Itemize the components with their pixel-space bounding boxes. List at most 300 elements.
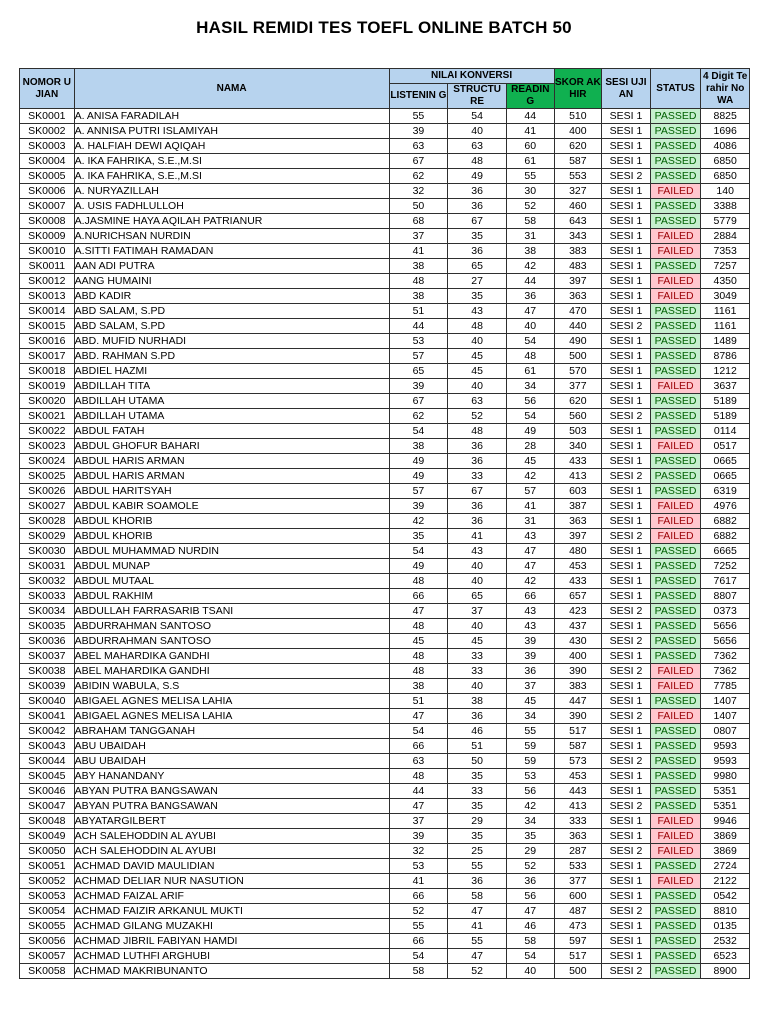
cell-wa: 4350 — [701, 274, 750, 289]
cell-status: PASSED — [650, 604, 701, 619]
cell-wa: 3869 — [701, 844, 750, 859]
cell-wa: 8900 — [701, 964, 750, 979]
cell-wa: 7257 — [701, 259, 750, 274]
cell-listening: 47 — [389, 709, 448, 724]
cell-status: FAILED — [650, 709, 701, 724]
cell-structure: 36 — [448, 439, 507, 454]
cell-nama: A.SITTI FATIMAH RAMADAN — [74, 244, 389, 259]
cell-status: PASSED — [650, 694, 701, 709]
cell-wa: 140 — [701, 184, 750, 199]
cell-nama: ABDILLAH UTAMA — [74, 394, 389, 409]
cell-skor: 503 — [554, 424, 602, 439]
cell-sesi: SESI 1 — [602, 124, 651, 139]
cell-reading: 42 — [506, 469, 554, 484]
cell-structure: 48 — [448, 424, 507, 439]
cell-nama: AAN ADI PUTRA — [74, 259, 389, 274]
cell-wa: 1161 — [701, 304, 750, 319]
cell-wa: 6882 — [701, 514, 750, 529]
cell-wa: 1161 — [701, 319, 750, 334]
cell-nama: A.JASMINE HAYA AQILAH PATRIANUR — [74, 214, 389, 229]
cell-structure: 35 — [448, 289, 507, 304]
cell-wa: 3637 — [701, 379, 750, 394]
table-row — [20, 514, 750, 529]
cell-structure: 27 — [448, 274, 507, 289]
cell-status: FAILED — [650, 184, 701, 199]
header-reading: READIN G — [506, 84, 554, 109]
cell-nama: ABDUL HARIS ARMAN — [74, 454, 389, 469]
cell-listening: 39 — [389, 379, 448, 394]
cell-skor: 377 — [554, 379, 602, 394]
cell-structure: 40 — [448, 124, 507, 139]
cell-wa: 5656 — [701, 619, 750, 634]
cell-reading: 41 — [506, 124, 554, 139]
cell-reading: 56 — [506, 394, 554, 409]
table-row — [20, 709, 750, 724]
cell-reading: 52 — [506, 199, 554, 214]
cell-status: PASSED — [650, 259, 701, 274]
cell-reading: 45 — [506, 454, 554, 469]
cell-wa: 6850 — [701, 154, 750, 169]
table-body — [20, 109, 750, 979]
cell-reading: 44 — [506, 274, 554, 289]
table-row — [20, 589, 750, 604]
cell-wa: 0665 — [701, 469, 750, 484]
cell-wa: 0517 — [701, 439, 750, 454]
table-row — [20, 319, 750, 334]
table-row — [20, 604, 750, 619]
table-row — [20, 364, 750, 379]
cell-skor: 400 — [554, 124, 602, 139]
cell-reading: 49 — [506, 424, 554, 439]
cell-nama: ABEL MAHARDIKA GANDHI — [74, 649, 389, 664]
cell-nama: ABDUL RAKHIM — [74, 589, 389, 604]
cell-listening: 48 — [389, 649, 448, 664]
cell-sesi: SESI 1 — [602, 229, 651, 244]
table-row — [20, 679, 750, 694]
cell-nama: ACHMAD GILANG MUZAKHI — [74, 919, 389, 934]
cell-status: PASSED — [650, 124, 701, 139]
cell-sesi: SESI 2 — [602, 604, 651, 619]
table-row — [20, 889, 750, 904]
cell-wa: 9593 — [701, 739, 750, 754]
cell-nama: A. USIS FADHLULLOH — [74, 199, 389, 214]
cell-wa: 5351 — [701, 784, 750, 799]
cell-status: PASSED — [650, 469, 701, 484]
cell-nama: ABIDIN WABULA, S.S — [74, 679, 389, 694]
cell-skor: 517 — [554, 949, 602, 964]
cell-sesi: SESI 1 — [602, 769, 651, 784]
cell-reading: 55 — [506, 724, 554, 739]
cell-status: PASSED — [650, 574, 701, 589]
cell-skor: 363 — [554, 514, 602, 529]
table-row — [20, 334, 750, 349]
cell-nomor: SK0036 — [20, 634, 75, 649]
cell-skor: 327 — [554, 184, 602, 199]
cell-reading: 57 — [506, 484, 554, 499]
cell-nama: ABDURRAHMAN SANTOSO — [74, 634, 389, 649]
cell-sesi: SESI 1 — [602, 874, 651, 889]
cell-skor: 470 — [554, 304, 602, 319]
table-row — [20, 349, 750, 364]
cell-structure: 63 — [448, 139, 507, 154]
cell-reading: 34 — [506, 709, 554, 724]
table-row — [20, 244, 750, 259]
cell-nama: ABEL MAHARDIKA GANDHI — [74, 664, 389, 679]
cell-skor: 500 — [554, 349, 602, 364]
cell-structure: 58 — [448, 889, 507, 904]
header-digit-wa: 4 Digit Terahir No WA — [701, 69, 750, 109]
cell-nomor: SK0029 — [20, 529, 75, 544]
cell-skor: 440 — [554, 319, 602, 334]
cell-sesi: SESI 1 — [602, 919, 651, 934]
cell-sesi: SESI 2 — [602, 709, 651, 724]
table-row — [20, 424, 750, 439]
cell-wa: 0114 — [701, 424, 750, 439]
cell-status: PASSED — [650, 319, 701, 334]
cell-nomor: SK0003 — [20, 139, 75, 154]
cell-nama: ABY HANANDANY — [74, 769, 389, 784]
cell-skor: 657 — [554, 589, 602, 604]
cell-listening: 48 — [389, 574, 448, 589]
cell-skor: 500 — [554, 964, 602, 979]
cell-skor: 560 — [554, 409, 602, 424]
cell-skor: 460 — [554, 199, 602, 214]
cell-structure: 67 — [448, 484, 507, 499]
cell-skor: 573 — [554, 754, 602, 769]
table-row — [20, 304, 750, 319]
cell-reading: 28 — [506, 439, 554, 454]
cell-listening: 55 — [389, 919, 448, 934]
cell-skor: 443 — [554, 784, 602, 799]
cell-nama: A. IKA FAHRIKA, S.E.,M.SI — [74, 154, 389, 169]
cell-status: PASSED — [650, 169, 701, 184]
cell-status: PASSED — [650, 754, 701, 769]
cell-reading: 42 — [506, 574, 554, 589]
cell-nomor: SK0026 — [20, 484, 75, 499]
cell-reading: 36 — [506, 874, 554, 889]
cell-structure: 33 — [448, 649, 507, 664]
cell-listening: 45 — [389, 634, 448, 649]
table-row — [20, 394, 750, 409]
cell-skor: 387 — [554, 499, 602, 514]
cell-listening: 49 — [389, 559, 448, 574]
cell-nama: ABYATARGILBERT — [74, 814, 389, 829]
cell-status: FAILED — [650, 274, 701, 289]
table-row — [20, 649, 750, 664]
cell-structure: 48 — [448, 154, 507, 169]
cell-structure: 25 — [448, 844, 507, 859]
cell-reading: 56 — [506, 784, 554, 799]
cell-reading: 38 — [506, 244, 554, 259]
cell-reading: 59 — [506, 754, 554, 769]
cell-sesi: SESI 1 — [602, 274, 651, 289]
cell-wa: 4086 — [701, 139, 750, 154]
cell-nomor: SK0005 — [20, 169, 75, 184]
table-row — [20, 229, 750, 244]
cell-sesi: SESI 1 — [602, 364, 651, 379]
cell-nama: ABD SALAM, S.PD — [74, 319, 389, 334]
cell-skor: 600 — [554, 889, 602, 904]
cell-status: FAILED — [650, 499, 701, 514]
cell-wa: 7362 — [701, 664, 750, 679]
cell-status: PASSED — [650, 739, 701, 754]
cell-skor: 433 — [554, 574, 602, 589]
table-row — [20, 124, 750, 139]
cell-listening: 53 — [389, 334, 448, 349]
table-row — [20, 814, 750, 829]
cell-sesi: SESI 1 — [602, 439, 651, 454]
cell-structure: 52 — [448, 964, 507, 979]
cell-status: PASSED — [650, 334, 701, 349]
cell-nama: ABD KADIR — [74, 289, 389, 304]
cell-structure: 41 — [448, 919, 507, 934]
cell-nama: ABDURRAHMAN SANTOSO — [74, 619, 389, 634]
cell-wa: 7362 — [701, 649, 750, 664]
cell-nomor: SK0054 — [20, 904, 75, 919]
cell-listening: 37 — [389, 814, 448, 829]
cell-wa: 6665 — [701, 544, 750, 559]
cell-sesi: SESI 1 — [602, 649, 651, 664]
cell-nama: ACH SALEHODDIN AL AYUBI — [74, 829, 389, 844]
cell-reading: 42 — [506, 799, 554, 814]
cell-structure: 65 — [448, 259, 507, 274]
cell-reading: 45 — [506, 694, 554, 709]
cell-nomor: SK0045 — [20, 769, 75, 784]
cell-skor: 480 — [554, 544, 602, 559]
cell-status: PASSED — [650, 154, 701, 169]
cell-wa: 3049 — [701, 289, 750, 304]
cell-nama: ABDUL HARIS ARMAN — [74, 469, 389, 484]
cell-listening: 54 — [389, 724, 448, 739]
cell-wa: 5189 — [701, 394, 750, 409]
cell-sesi: SESI 1 — [602, 619, 651, 634]
cell-sesi: SESI 1 — [602, 259, 651, 274]
cell-skor: 447 — [554, 694, 602, 709]
cell-nama: A. ANNISA PUTRI ISLAMIYAH — [74, 124, 389, 139]
cell-status: PASSED — [650, 949, 701, 964]
cell-sesi: SESI 1 — [602, 379, 651, 394]
table-row — [20, 529, 750, 544]
cell-wa: 2884 — [701, 229, 750, 244]
table-row — [20, 619, 750, 634]
cell-sesi: SESI 1 — [602, 499, 651, 514]
cell-nama: ACH SALEHODDIN AL AYUBI — [74, 844, 389, 859]
cell-skor: 383 — [554, 679, 602, 694]
cell-nomor: SK0055 — [20, 919, 75, 934]
table-row — [20, 574, 750, 589]
table-row — [20, 154, 750, 169]
cell-reading: 54 — [506, 949, 554, 964]
cell-skor: 620 — [554, 394, 602, 409]
cell-nomor: SK0046 — [20, 784, 75, 799]
table-row — [20, 664, 750, 679]
cell-reading: 36 — [506, 664, 554, 679]
cell-sesi: SESI 1 — [602, 514, 651, 529]
table-row — [20, 799, 750, 814]
header-skor-akhir: SKOR AKHIR — [554, 69, 602, 109]
cell-skor: 397 — [554, 274, 602, 289]
table-row — [20, 439, 750, 454]
cell-status: PASSED — [650, 544, 701, 559]
cell-wa: 9946 — [701, 814, 750, 829]
cell-skor: 453 — [554, 769, 602, 784]
cell-reading: 52 — [506, 859, 554, 874]
cell-structure: 36 — [448, 199, 507, 214]
cell-reading: 34 — [506, 379, 554, 394]
cell-reading: 43 — [506, 619, 554, 634]
cell-listening: 53 — [389, 859, 448, 874]
cell-sesi: SESI 2 — [602, 529, 651, 544]
cell-skor: 603 — [554, 484, 602, 499]
cell-nama: ABDUL KHORIB — [74, 514, 389, 529]
cell-reading: 29 — [506, 844, 554, 859]
cell-reading: 43 — [506, 529, 554, 544]
cell-nama: ABIGAEL AGNES MELISA LAHIA — [74, 709, 389, 724]
cell-nomor: SK0031 — [20, 559, 75, 574]
cell-nomor: SK0034 — [20, 604, 75, 619]
cell-status: FAILED — [650, 439, 701, 454]
cell-skor: 620 — [554, 139, 602, 154]
cell-reading: 55 — [506, 169, 554, 184]
header-structure: STRUCTU RE — [448, 84, 507, 109]
table-row — [20, 259, 750, 274]
cell-nomor: SK0056 — [20, 934, 75, 949]
cell-structure: 33 — [448, 664, 507, 679]
cell-skor: 570 — [554, 364, 602, 379]
cell-nama: ACHMAD LUTHFI ARGHUBI — [74, 949, 389, 964]
table-row — [20, 379, 750, 394]
cell-reading: 31 — [506, 514, 554, 529]
cell-listening: 65 — [389, 364, 448, 379]
cell-structure: 43 — [448, 544, 507, 559]
cell-structure: 33 — [448, 469, 507, 484]
cell-sesi: SESI 1 — [602, 814, 651, 829]
table-row — [20, 964, 750, 979]
cell-structure: 40 — [448, 559, 507, 574]
cell-skor: 397 — [554, 529, 602, 544]
cell-listening: 32 — [389, 184, 448, 199]
cell-nomor: SK0044 — [20, 754, 75, 769]
cell-nomor: SK0058 — [20, 964, 75, 979]
cell-wa: 8810 — [701, 904, 750, 919]
cell-sesi: SESI 1 — [602, 424, 651, 439]
cell-sesi: SESI 1 — [602, 244, 651, 259]
cell-nomor: SK0030 — [20, 544, 75, 559]
cell-reading: 66 — [506, 589, 554, 604]
cell-wa: 8807 — [701, 589, 750, 604]
cell-status: FAILED — [650, 229, 701, 244]
cell-skor: 597 — [554, 934, 602, 949]
cell-wa: 2122 — [701, 874, 750, 889]
cell-sesi: SESI 2 — [602, 799, 651, 814]
cell-wa: 7617 — [701, 574, 750, 589]
cell-nomor: SK0006 — [20, 184, 75, 199]
table-row — [20, 199, 750, 214]
cell-listening: 48 — [389, 769, 448, 784]
cell-structure: 47 — [448, 904, 507, 919]
cell-skor: 430 — [554, 634, 602, 649]
cell-status: PASSED — [650, 199, 701, 214]
cell-structure: 40 — [448, 679, 507, 694]
cell-status: PASSED — [650, 424, 701, 439]
cell-nomor: SK0001 — [20, 109, 75, 124]
cell-nomor: SK0038 — [20, 664, 75, 679]
cell-listening: 41 — [389, 244, 448, 259]
cell-skor: 487 — [554, 904, 602, 919]
cell-reading: 60 — [506, 139, 554, 154]
cell-wa: 1407 — [701, 709, 750, 724]
cell-reading: 36 — [506, 289, 554, 304]
cell-listening: 51 — [389, 694, 448, 709]
cell-listening: 47 — [389, 799, 448, 814]
cell-nomor: SK0043 — [20, 739, 75, 754]
cell-listening: 66 — [389, 739, 448, 754]
cell-nomor: SK0053 — [20, 889, 75, 904]
cell-nomor: SK0017 — [20, 349, 75, 364]
cell-listening: 57 — [389, 349, 448, 364]
cell-wa: 5189 — [701, 409, 750, 424]
cell-structure: 36 — [448, 514, 507, 529]
header-nilai-konversi: NILAI KONVERSI — [389, 69, 554, 84]
cell-status: PASSED — [650, 349, 701, 364]
cell-nama: ACHMAD FAIZAL ARIF — [74, 889, 389, 904]
cell-nama: ABDIEL HAZMI — [74, 364, 389, 379]
cell-sesi: SESI 1 — [602, 304, 651, 319]
cell-sesi: SESI 1 — [602, 544, 651, 559]
cell-status: PASSED — [650, 919, 701, 934]
cell-listening: 67 — [389, 154, 448, 169]
cell-listening: 58 — [389, 964, 448, 979]
cell-reading: 54 — [506, 334, 554, 349]
cell-structure: 43 — [448, 304, 507, 319]
cell-reading: 48 — [506, 349, 554, 364]
cell-sesi: SESI 1 — [602, 694, 651, 709]
cell-status: FAILED — [650, 679, 701, 694]
cell-structure: 33 — [448, 784, 507, 799]
cell-wa: 7353 — [701, 244, 750, 259]
cell-structure: 55 — [448, 859, 507, 874]
cell-skor: 510 — [554, 109, 602, 124]
cell-nama: ABYAN PUTRA BANGSAWAN — [74, 784, 389, 799]
cell-structure: 65 — [448, 589, 507, 604]
cell-sesi: SESI 1 — [602, 349, 651, 364]
table-row — [20, 724, 750, 739]
cell-listening: 48 — [389, 664, 448, 679]
cell-structure: 36 — [448, 709, 507, 724]
cell-skor: 483 — [554, 259, 602, 274]
cell-structure: 36 — [448, 454, 507, 469]
cell-wa: 6850 — [701, 169, 750, 184]
cell-nama: ABDUL KHORIB — [74, 529, 389, 544]
cell-listening: 52 — [389, 904, 448, 919]
cell-structure: 35 — [448, 229, 507, 244]
cell-reading: 59 — [506, 739, 554, 754]
cell-skor: 413 — [554, 469, 602, 484]
cell-nama: A. IKA FAHRIKA, S.E.,M.SI — [74, 169, 389, 184]
cell-listening: 63 — [389, 754, 448, 769]
cell-nomor: SK0002 — [20, 124, 75, 139]
cell-reading: 44 — [506, 109, 554, 124]
cell-status: PASSED — [650, 589, 701, 604]
cell-skor: 377 — [554, 874, 602, 889]
cell-nama: ABDUL FATAH — [74, 424, 389, 439]
cell-listening: 50 — [389, 199, 448, 214]
cell-wa: 6523 — [701, 949, 750, 964]
cell-structure: 48 — [448, 319, 507, 334]
cell-wa: 9980 — [701, 769, 750, 784]
cell-sesi: SESI 1 — [602, 949, 651, 964]
cell-nama: ABDUL MUTAAL — [74, 574, 389, 589]
